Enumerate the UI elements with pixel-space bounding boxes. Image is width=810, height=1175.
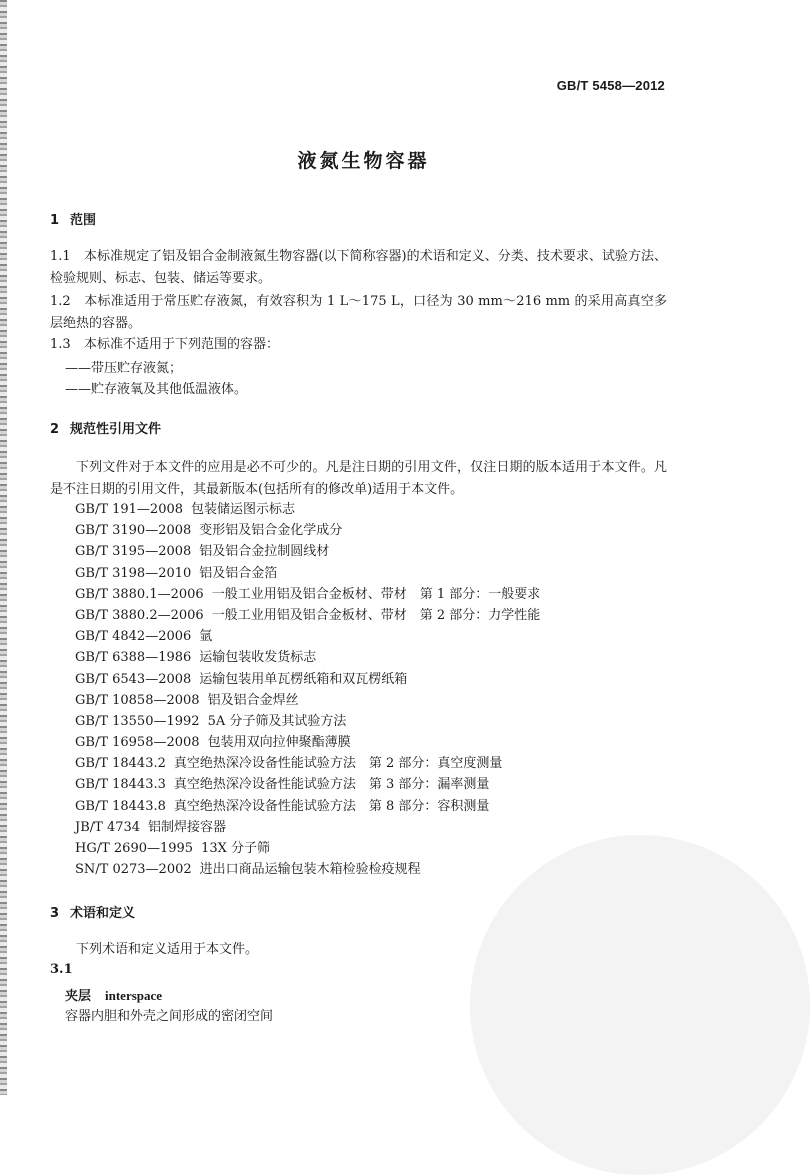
section-2-heading	[50, 418, 161, 437]
reference-code: GB/T 3880.2—2006	[75, 607, 204, 623]
reference-item	[75, 668, 540, 689]
clause-1-1	[50, 246, 667, 290]
reference-item	[75, 858, 540, 879]
clause-number: 1.1	[50, 249, 71, 264]
reference-code: GB/T 3880.1—2006	[75, 586, 204, 602]
reference-code: GB/T 6543—2008	[75, 671, 192, 687]
section-title: 规范性引用文件	[70, 422, 162, 437]
reference-item	[75, 562, 540, 583]
reference-title: 真空绝热深冷设备性能试验方法 第 3 部分：漏率测量	[173, 777, 490, 793]
reference-title: 氩	[199, 629, 213, 645]
reference-item	[75, 710, 540, 731]
reference-code: GB/T 18443.3	[75, 777, 166, 793]
reference-item	[75, 625, 540, 646]
clause-1-2	[50, 291, 667, 335]
reference-code: GB/T 6388—1986	[75, 650, 192, 666]
section-2-intro: 下列文件对于本文件的应用是必不可少的。凡是注日期的引用文件，仅注日期的版本适用于本文件。凡是不注日期的引用文件，其最新版本(包括所有的修改单)适用于本文件。	[50, 460, 667, 497]
reference-code: GB/T 13550—1992	[75, 713, 200, 729]
clause-text: 本标准不适用于下列范围的容器：	[84, 337, 280, 352]
section-number: 3	[50, 906, 60, 921]
reference-code: GB/T 191—2008	[75, 502, 184, 517]
reference-title: 铝制焊接容器	[148, 819, 227, 835]
reference-item	[75, 540, 540, 561]
reference-item	[75, 604, 540, 625]
section-3-heading	[50, 902, 135, 921]
reference-title: 铝及铝合金焊丝	[207, 692, 299, 708]
reference-code: GB/T 18443.2	[75, 756, 166, 772]
reference-title: 运输包装用单瓦楞纸箱和双瓦楞纸箱	[199, 671, 408, 687]
reference-code: GB/T 3190—2008	[75, 523, 192, 539]
term-number: 3.1	[50, 962, 73, 977]
reference-item	[75, 583, 540, 604]
reference-code: GB/T 3198—2010	[75, 565, 192, 581]
reference-title: 进出口商品运输包装木箱检验检疫规程	[199, 862, 421, 878]
reference-code: GB/T 18443.8	[75, 798, 166, 814]
reference-title: 包装储运图示标志	[191, 502, 296, 517]
reference-item	[75, 752, 540, 773]
section-1-heading	[50, 209, 96, 228]
clause-number: 1.2	[50, 294, 71, 309]
exclusion-item: ——带压贮存液氮；	[65, 361, 183, 376]
term-en: interspace	[105, 988, 163, 1003]
reference-item	[75, 795, 540, 816]
reference-item	[75, 646, 540, 667]
clause-text: 本标准适用于常压贮存液氮，有效容积为 1 L～175 L，口径为 30 mm～216 mm 的采用高真空多层绝热的容器。	[50, 294, 667, 331]
document-title: 液氮生物容器	[297, 150, 430, 172]
reference-code: JB/T 4734	[75, 819, 141, 835]
reference-title: 运输包装收发货标志	[199, 650, 317, 666]
clause-text: 本标准规定了铝及铝合金制液氮生物容器(以下简称容器)的术语和定义、分类、技术要求、试验方法、检验规则、标志、包装、储运等要求。	[50, 249, 667, 286]
section-number: 2	[50, 422, 60, 437]
reference-item	[75, 519, 540, 540]
reference-code: GB/T 16958—2008	[75, 735, 200, 751]
term-zh: 夹层	[65, 989, 92, 1004]
reference-code: GB/T 3195—2008	[75, 544, 192, 560]
reference-item	[75, 731, 540, 752]
reference-item	[75, 498, 540, 519]
reference-title: 包装用双向拉伸聚酯薄膜	[207, 735, 351, 751]
section-title: 术语和定义	[70, 906, 136, 921]
section-title: 范围	[70, 213, 97, 228]
section-number: 1	[50, 213, 60, 228]
reference-title: 一般工业用铝及铝合金板材、带材 第 2 部分：力学性能	[211, 607, 541, 623]
term-heading	[65, 985, 162, 1004]
section-3-intro: 下列术语和定义适用于本文件。	[76, 942, 259, 957]
reference-title: 13X 分子筛	[201, 841, 271, 856]
reference-title: 铝及铝合金拉制圆线材	[199, 544, 330, 560]
reference-title: 一般工业用铝及铝合金板材、带材 第 1 部分：一般要求	[211, 586, 541, 602]
clause-1-3	[50, 334, 667, 356]
reference-title: 5A 分子筛及其试验方法	[207, 713, 347, 729]
reference-title: 铝及铝合金箔	[199, 565, 278, 581]
reference-code: GB/T 10858—2008	[75, 692, 200, 708]
reference-code: HG/T 2690—1995	[75, 841, 194, 856]
reference-item	[75, 816, 540, 837]
reference-code: SN/T 0273—2002	[75, 862, 192, 878]
term-definition: 容器内胆和外壳之间形成的密闭空间	[65, 1009, 274, 1024]
reference-title: 真空绝热深冷设备性能试验方法 第 8 部分：容积测量	[173, 798, 490, 814]
reference-list	[75, 498, 540, 879]
standard-code: GB/T 5458—2012	[556, 78, 665, 93]
reference-item	[75, 773, 540, 794]
reference-title: 变形铝及铝合金化学成分	[199, 523, 343, 539]
reference-item	[75, 689, 540, 710]
watermark-seal	[470, 835, 810, 1175]
exclusion-item: ——贮存液氧及其他低温液体。	[65, 382, 248, 397]
reference-item	[75, 837, 540, 858]
reference-code: GB/T 4842—2006	[75, 629, 192, 645]
reference-title: 真空绝热深冷设备性能试验方法 第 2 部分：真空度测量	[173, 756, 503, 772]
clause-number: 1.3	[50, 337, 71, 352]
